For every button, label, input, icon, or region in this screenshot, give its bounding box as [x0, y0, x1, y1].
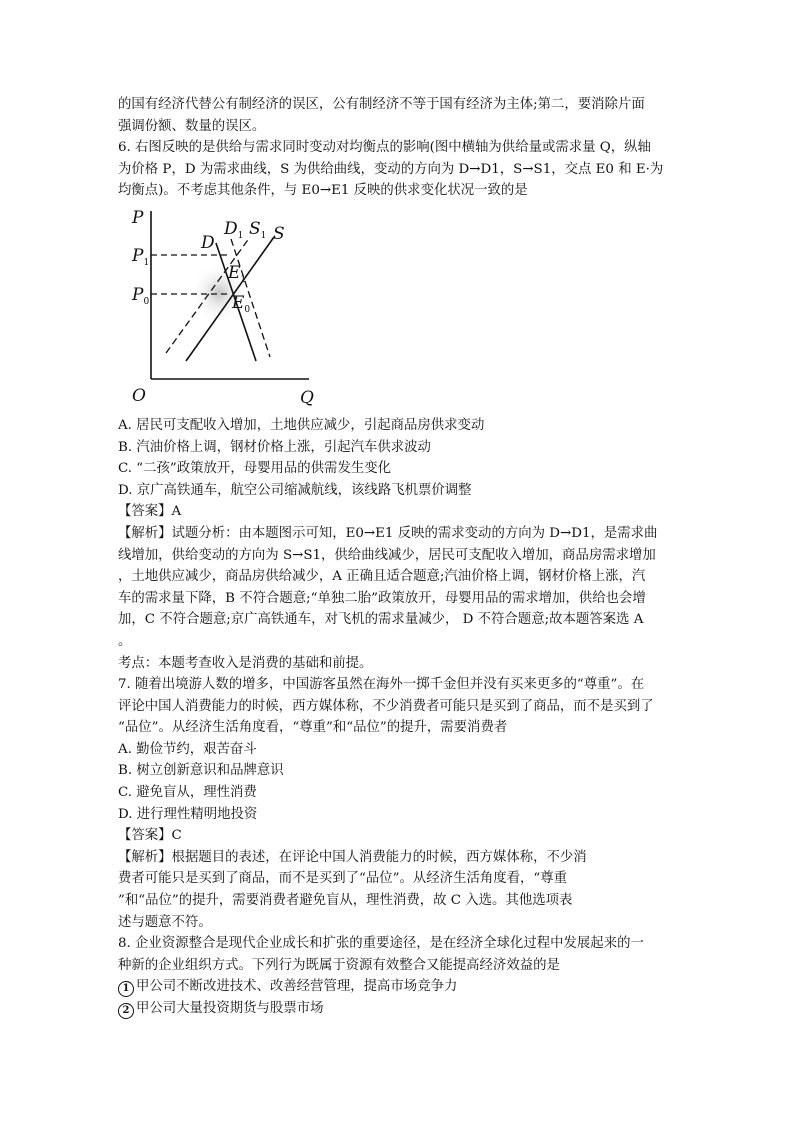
q6-analysis-line: 车的需求量下降，B 不符合题意;“单独二胎”政策放开，母婴用品的需求增加，供给也会增 — [118, 590, 646, 606]
q6-analysis-line: 【解析】试题分析：由本题图示可知，E0→E1 反映的需求变动的方向为 D→D1，是需求曲 — [118, 525, 658, 541]
document-page — [118, 94, 684, 1020]
q6-stem-line: 6. 右图反映的是供给与需求同时变动对均衡点的影响(图中横轴为供给量或需求量 Q，纵轴 — [118, 140, 651, 156]
q7-option-d: D. 进行理性精明地投资 — [118, 806, 258, 822]
q6-analysis-line: 。 — [118, 633, 132, 649]
supply-demand-graph — [124, 203, 324, 410]
q6-stem-line: 均衡点)。不考虑其他条件，与 E0→E1 反映的供求变化状况一致的是 — [118, 183, 528, 199]
q7-analysis-line: ”和“品位”的提升，需要消费者避免盲从，理性消费，故 C 入选。其他选项表 — [118, 893, 573, 909]
q6-analysis-line: 线增加，供给变动的方向为 S→S1，供给曲线减少，居民可支配收入增加，商品房需求增加 — [118, 547, 656, 563]
s-label: S — [273, 223, 285, 244]
q6-answer: 【答案】A — [118, 504, 182, 520]
circled-number-1: 1 — [118, 981, 134, 997]
intro-line: 的国有经济代替公有制经济的误区，公有制经济不等于国有经济为主体;第二，要消除片面 — [118, 97, 645, 112]
p0-label: $P_0$ — [132, 284, 150, 307]
s1-label: $S_1$ — [249, 218, 267, 241]
q7-analysis-line: 述与题意不符。 — [118, 914, 212, 930]
q7-stem-line: 7. 随着出境游人数的增多，中国游客虽然在海外一掷千金但并没有买来更多的“尊重”。在 — [118, 677, 645, 693]
d1-label: $D_1$ — [224, 218, 244, 241]
q6-option-a: A. 居民可支配收入增加，土地供应减少，引起商品房供求变动 — [118, 417, 485, 433]
q6-option-c: C. “二孩”政策放开，母婴用品的供需发生变化 — [118, 461, 392, 477]
e0-label: $E_0$ — [232, 292, 251, 315]
supply-demand-svg — [124, 203, 324, 410]
q6-analysis-line: ，土地供应减少，商品房供给减少，A 正确且适合题意;汽油价格上调，钢材价格上涨，汽 — [118, 569, 646, 585]
intro-line: 强调份额、数量的误区。 — [118, 118, 266, 134]
q7-option-c: C. 避免盲从，理性消费 — [118, 785, 257, 801]
axis-q-label: Q — [300, 387, 314, 408]
origin-label: O — [132, 385, 146, 406]
q7-stem-line: “品位”。从经济生活角度看，“尊重”和“品位”的提升，需要消费者 — [118, 720, 508, 736]
d-label: D — [201, 232, 215, 253]
e1-label: $E_1$ — [228, 262, 247, 285]
q7-stem-line: 评论中国人消费能力的时候，西方媒体称，不少消费者可能只是买到了商品，而不是买到了 — [118, 698, 654, 714]
q8-item-2 — [118, 998, 684, 1020]
q7-analysis-line: 【解析】根据题目的表述，在评论中国人消费能力的时候，西方媒体称，不少消 — [118, 849, 587, 865]
q6-option-b: B. 汽油价格上调，钢材价格上涨，引起汽车供求波动 — [118, 439, 431, 455]
q6-kaodian: 考点：本题考查收入是消费的基础和前提。 — [118, 655, 373, 671]
q6-option-d: D. 京广高铁通车，航空公司缩减航线，该线路飞机票价调整 — [118, 482, 472, 498]
q8-item-2-text: 甲公司大量投资期货与股票市场 — [136, 1001, 324, 1016]
p1-label: $P_1$ — [132, 245, 150, 268]
q8-item-1 — [118, 976, 684, 998]
q7-analysis-line: 费者可能只是买到了商品，而不是买到了“品位”。从经济生活角度看，“尊重 — [118, 871, 568, 887]
q8-stem-line: 8. 企业资源整合是现代企业成长和扩张的重要途径，是在经济全球化过程中发展起来的一 — [118, 936, 644, 952]
axis-p-label: P — [132, 207, 144, 228]
circled-number-2: 2 — [118, 1003, 134, 1019]
q8-item-1-text: 甲公司不断改进技术、改善经营管理，提高市场竞争力 — [136, 979, 458, 995]
q8-stem-line: 种新的企业组织方式。下列行为既属于资源有效整合又能提高经济效益的是 — [118, 957, 560, 973]
q7-answer: 【答案】C — [118, 828, 182, 844]
q6-analysis-line: 加，C 不符合题意;京广高铁通车，对飞机的需求量减少， D 不符合题意;故本题答案选 A — [118, 612, 644, 628]
q6-stem-line: 为价格 P，D 为需求曲线，S 为供给曲线，变动的方向为 D→D1，S→S1，交点 E0 和 E·为 — [118, 161, 664, 177]
q7-option-b: B. 树立创新意识和品牌意识 — [118, 763, 284, 779]
q7-option-a: A. 勤俭节约，艰苦奋斗 — [118, 741, 257, 757]
